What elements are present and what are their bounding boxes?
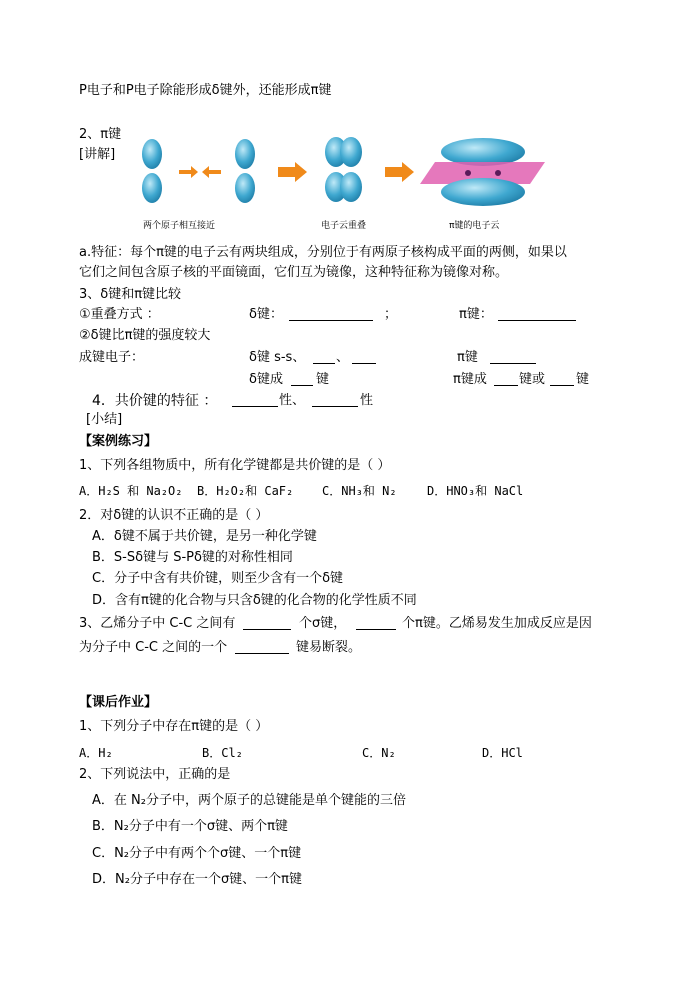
property-1: 性、 (279, 393, 306, 408)
case-practice-heading: 【案例练习】 (79, 434, 158, 449)
semicolon: ； (384, 307, 398, 322)
pi-electron-blank (490, 351, 536, 364)
property-blank-2 (312, 394, 358, 407)
sigma-form-end: 键 (316, 372, 330, 387)
pi-bond-figure (135, 132, 555, 232)
case-question-1: 1、下列各组物质中，所有化学键都是共价键的是（ ） (79, 458, 391, 473)
section-2-heading: 2、π键 (79, 127, 122, 142)
intro-text: P电子和P电子除能形成δ键外，还能形成π键 (79, 83, 332, 98)
case-q3-part-c: 个π键。乙烯易发生加成反应是因 (402, 616, 592, 631)
case-q2-option-b: B．S-Sδ键与 S-Pδ键的对称性相同 (92, 550, 293, 565)
case-q2-option-a: A．δ键不属于共价键，是另一种化学键 (92, 529, 317, 544)
case-q1-option-b: B．H₂O₂和 CaF₂ (197, 484, 294, 498)
pi-or: 键或 (519, 372, 546, 387)
sigma-electron-blank-2 (352, 351, 376, 364)
hw-q1-option-a: A．H₂ (79, 746, 113, 760)
sigma-ss-label: δ键 s-s、 (249, 350, 306, 365)
hw-q2-option-a: A．在 N₂分子中，两个原子的总键能是单个键能的三倍 (92, 793, 406, 808)
case-q3-line-2b: 键易断裂。 (296, 640, 362, 655)
property-blank-1 (232, 394, 278, 407)
case-q1-option-a: A．H₂S 和 Na₂O₂ (79, 484, 183, 498)
pi-form-end: 键 (576, 372, 590, 387)
overlapping-orbitals (325, 137, 362, 202)
strength-note: ②δ键比π键的强度较大 (79, 328, 211, 343)
caption-approach: 两个原子相互接近 (143, 221, 216, 231)
section-3-heading: 3、δ键和π键比较 (79, 287, 182, 302)
pi-form-label: π键成 (453, 372, 487, 387)
bond-type-blank (235, 641, 289, 654)
pi-count-blank (356, 617, 396, 630)
hw-q1-option-c: C．N₂ (362, 746, 396, 760)
case-q1-option-c: C．NH₃和 N₂ (322, 484, 397, 498)
hw-q2-option-c: C．N₂分子中有两个个σ键、一个π键 (92, 846, 302, 861)
arrow-right-2 (385, 162, 414, 182)
sigma-electron-blank-1 (313, 351, 335, 364)
caption-pi-cloud: π键的电子云 (449, 221, 500, 231)
homework-question-2: 2、下列说法中，正确的是 (79, 767, 231, 782)
pi-form-blank-2 (550, 373, 574, 386)
pi-form-blank-1 (494, 373, 518, 386)
pi-overlap-label: π键： (459, 307, 493, 322)
case-q1-option-d: D．HNO₃和 NaCl (427, 484, 524, 498)
arrow-right-1 (278, 162, 307, 182)
property-2: 性 (360, 393, 374, 408)
overlap-label: ①重叠方式 ： (79, 307, 160, 322)
caption-overlap: 电子云重叠 (321, 221, 367, 231)
hw-q2-option-b: B．N₂分子中有一个σ键、两个π键 (92, 819, 288, 834)
case-question-2: 2．对δ键的认识不正确的是（ ） (79, 508, 269, 523)
homework-question-1: 1、下列分子中存在π键的是（ ） (79, 719, 269, 734)
pi-bond-diagram (135, 132, 555, 232)
sigma-form-blank (291, 373, 313, 386)
approach-arrows (179, 166, 221, 178)
pi-electron-label: π键 (457, 350, 478, 365)
p-orbital-right (235, 139, 255, 203)
homework-heading: 【课后作业】 (79, 695, 158, 710)
summary-label: [小结] (86, 412, 123, 427)
hw-q1-option-d: D．HCl (482, 746, 523, 760)
p-orbital-left (142, 139, 162, 203)
feature-line-1: a.特征：每个π键的电子云有两块组成，分别位于有两原子核构成平面的两侧，如果以 (79, 245, 567, 260)
feature-line-2: 它们之间包含原子核的平面镜面，它们互为镜像，这种特征称为镜像对称。 (79, 265, 509, 280)
sigma-overlap-label: δ键： (249, 307, 283, 322)
sigma-count-blank (243, 617, 291, 630)
case-q3-line-2a: 为分子中 C-C 之间的一个 (79, 640, 228, 655)
electrons-label: 成键电子： (79, 350, 145, 365)
pi-electron-cloud (420, 138, 545, 206)
pi-overlap-blank (498, 308, 576, 321)
case-q3-part-a: 3、乙烯分子中 C-C 之间有 (79, 616, 236, 631)
case-q2-option-c: C．分子中含有共价键，则至少含有一个δ键 (92, 571, 344, 586)
case-q3-part-b: 个σ键， (299, 616, 347, 631)
sigma-form-label: δ键成 (249, 372, 283, 387)
case-q2-option-d: D．含有π键的化合物与只含δ键的化合物的化学性质不同 (92, 593, 417, 608)
hw-q1-option-b: B．Cl₂ (202, 746, 243, 760)
sigma-overlap-blank (289, 308, 373, 321)
hw-q2-option-d: D．N₂分子中存在一个σ键、一个π键 (92, 872, 303, 887)
section-4-heading: 4．共价键的特征 ： (92, 393, 218, 409)
separator: 、 (336, 350, 350, 365)
explanation-label: [讲解] (79, 147, 116, 162)
